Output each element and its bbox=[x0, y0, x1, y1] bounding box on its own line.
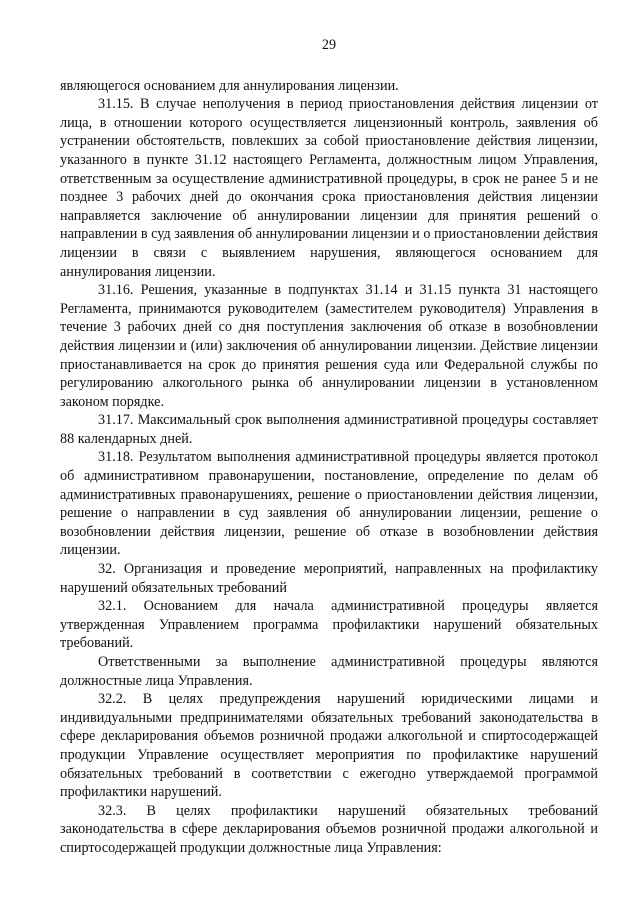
document-page bbox=[60, 36, 598, 858]
paragraph-32-3: 32.3. В целях профилактики нарушений обязательных требований законодательства в сфере декларирования объемов розничной продажи алкогольной и спиртосодержащей продукции должностные лица Управления: bbox=[60, 802, 598, 856]
section-heading-32: 32. Организация и проведение мероприятий, направленных на профилактику нарушений обязательных требований bbox=[60, 561, 598, 596]
paragraph-31-18: 31.18. Результатом выполнения административной процедуры является протокол об административном правонарушении, постановление, определение по делам об административных правонарушениях, решение о приостановлении действия лицензии, решение о направлении в суд заявления об аннулировании лицензии, решение о возобновлении действия лицензии, решение об отказе в возобновлении действия лицензии. bbox=[60, 449, 598, 559]
paragraph-31-17: 31.17. Максимальный срок выполнения административной процедуры составляет 88 календарных дней. bbox=[60, 412, 598, 447]
page-number: 29 bbox=[321, 37, 337, 53]
paragraph-31-15: 31.15. В случае неполучения в период приостановления действия лицензии от лица, в отношении которого осуществляется лицензионный контроль, заявления об устранении обстоятельств, повлекших за собой приостановление действия лицензии, указанного в пункте 31.12 настоящего Регламента, должностным лицом Управления, ответственным за осуществление административной процедуры, в срок не ранее 5 и не позднее 3 рабочих дней до окончания срока приостановления действия лицензии направляется заключение об аннулировании лицензии для принятия решений о направлении в суд заявления об аннулировании лицензии и о приостановлении действия лицензии в связи с выявлением нарушения, являющегося основанием для аннулирования лицензии. bbox=[60, 96, 598, 280]
paragraph-32-2: 32.2. В целях предупреждения нарушений юридическими лицами и индивидуальными предпринимателями обязательных требований законодательства в сфере декларирования объемов розничной продажи алкогольной и спиртосодержащей продукции Управление осуществляет мероприятия по профилактике нарушений обязательных требований в соответствии с ежегодно утверждаемой программой профилактики нарушений. bbox=[60, 691, 598, 801]
paragraph-32-1: 32.1. Основанием для начала административной процедуры является утвержденная Управлением программа профилактики нарушений обязательных требований. bbox=[60, 598, 598, 652]
paragraph-responsible: Ответственными за выполнение административной процедуры являются должностные лица Управления. bbox=[60, 654, 598, 689]
paragraph-continuation: являющегося основанием для аннулирования лицензии. bbox=[60, 77, 399, 94]
paragraph-31-16: 31.16. Решения, указанные в подпунктах 31.14 и 31.15 пункта 31 настоящего Регламента, принимаются руководителем (заместителем руководителя) Управления в течение 3 рабочих дней со дня поступления заключения об отказе в возобновлении действия лицензии и (или) заключения об аннулировании лицензии. Действие лицензии приостанавливается на срок до принятия решения суда или Федеральной службы по регулированию алкогольного рынка об аннулировании лицензии в установленном законом порядке. bbox=[60, 282, 598, 410]
